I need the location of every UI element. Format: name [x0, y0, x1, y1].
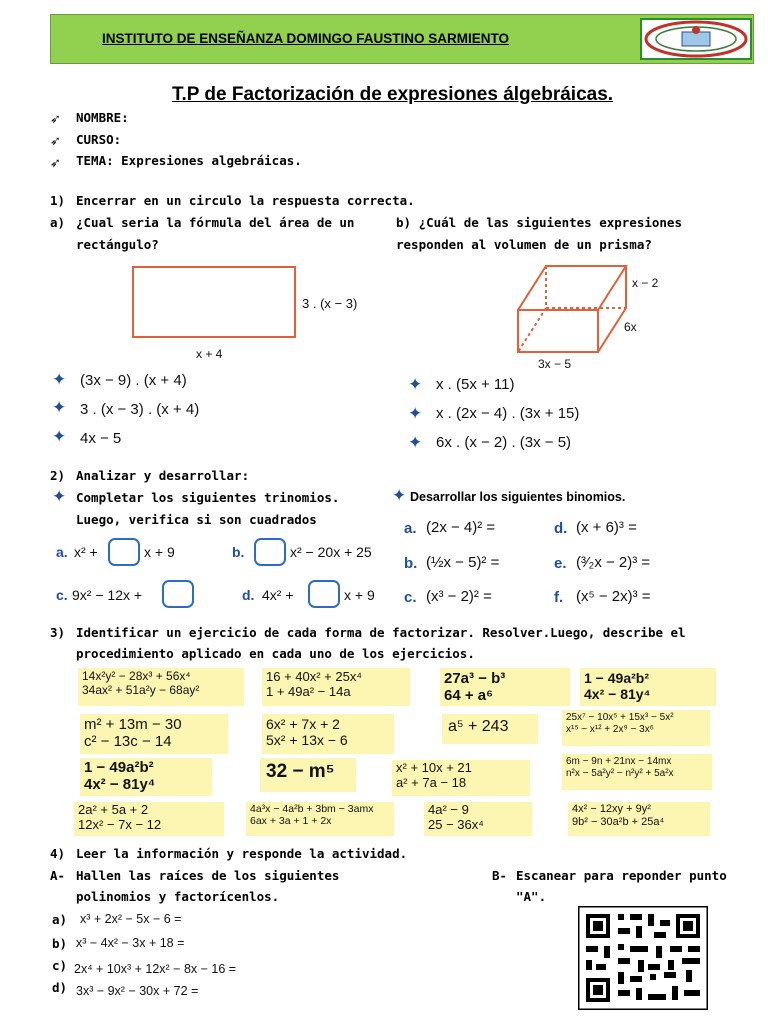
q1a-text: ¿Cual seria la fórmula del área de un — [76, 215, 355, 230]
binomial-b-expr: (½x − 5)² = — [426, 554, 500, 571]
blank-box[interactable] — [254, 538, 286, 566]
q4a-label: A- — [50, 868, 66, 883]
blank-box[interactable] — [308, 580, 340, 608]
exercise-box: 4x² − 12xy + 9y² 9b² − 30a²b + 25a⁴ — [568, 802, 710, 836]
school-logo — [640, 18, 752, 60]
q1-number: 1) — [50, 193, 66, 208]
q3-text: Identificar un ejercicio de cada forma de factorizar. Resolver.Luego, describe el — [76, 625, 686, 640]
binomial-c-label: c. — [404, 589, 417, 606]
q1a-text-2: rectángulo? — [76, 237, 159, 252]
q1a-option-3: 4x − 5 — [80, 430, 122, 447]
q4-number: 4) — [50, 846, 66, 861]
q4a-text: Hallen las raíces de los siguientes — [76, 868, 340, 883]
poly-a-label: a) — [52, 912, 68, 927]
q1b-text-2: responden al volumen de un prisma? — [396, 237, 652, 252]
binomial-d-expr: (x + 6)³ = — [576, 519, 637, 536]
binomial-d-label: d. — [554, 520, 568, 537]
exercise-box: 6x² + 7x + 2 5x² + 13x − 6 — [262, 714, 394, 754]
exercise-box: 4a³x − 4a²b + 3bm − 3amx 6ax + 3a + 1 + 2x — [246, 802, 394, 836]
exercise-box: 4a² − 9 25 − 36x⁴ — [424, 802, 532, 836]
trinomial-a-label: a. — [56, 544, 68, 560]
field-nombre: NOMBRE: — [76, 110, 129, 125]
star-icon: ✦ — [408, 433, 423, 453]
exercise-box: m² + 13m − 30 c² − 13c − 14 — [80, 714, 228, 754]
exercise-box: 25x⁷ − 10x⁵ + 15x³ − 5x² x¹⁵ − x¹² + 2x⁹ − 3x⁶ — [562, 710, 710, 746]
trinomial-b-label: b. — [232, 544, 245, 560]
q4b-text-2: "A". — [516, 889, 547, 904]
trinomial-c-pre: 9x² − 12x + — [72, 587, 143, 603]
prism-bottom-label: 3x − 5 — [538, 357, 572, 371]
star-icon: ✦ — [52, 427, 67, 447]
poly-d-label: d) — [52, 980, 68, 995]
trinomial-d-post: x + 9 — [344, 587, 375, 603]
q3-text-2: procedimiento aplicado en cada uno de los ejercicios. — [76, 646, 475, 661]
rectangle-bottom-label: x + 4 — [196, 347, 223, 361]
trinomial-a-post: x + 9 — [144, 544, 175, 560]
blank-box[interactable] — [108, 538, 140, 566]
exercise-box: 2a² + 5a + 2 12x² − 7x − 12 — [74, 802, 224, 836]
field-tema: TEMA: Expresiones algebráicas. — [76, 153, 302, 168]
rectangle-side-label: 3 . (x − 3) — [302, 296, 358, 311]
q2-title: Analizar y desarrollar: — [76, 468, 250, 483]
poly-c-label: c) — [52, 958, 68, 973]
star-icon: ✦ — [52, 370, 67, 390]
prism-top-label: x − 2 — [632, 276, 659, 290]
q1-title: Encerrar en un circulo la respuesta correcta. — [76, 193, 415, 208]
poly-b-label: b) — [52, 936, 68, 951]
feather-icon: ➶ — [50, 156, 61, 171]
star-icon: ✦ — [52, 487, 67, 507]
prism-figure — [512, 260, 632, 356]
field-curso: CURSO: — [76, 132, 122, 147]
binomial-c-expr: (x³ − 2)² = — [426, 588, 492, 605]
binomial-a-label: a. — [404, 520, 417, 537]
q4-title: Leer la información y responde la actividad. — [76, 846, 408, 861]
exercise-box: x² + 10x + 21 a² + 7a − 18 — [392, 760, 530, 796]
trinomial-c-label: c. — [56, 587, 68, 603]
poly-a-expr: x³ + 2x² − 5x − 6 = — [80, 912, 182, 926]
trinomial-b-post: x² − 20x + 25 — [290, 544, 372, 560]
binomial-b-label: b. — [404, 555, 418, 572]
binomial-f-expr: (x⁵ − 2x)³ = — [576, 588, 651, 605]
poly-c-expr: 2x⁴ + 10x³ + 12x² − 8x − 16 = — [74, 962, 237, 976]
exercise-box: a⁵ + 243 — [442, 714, 538, 744]
q4a-text-2: polinomios y factorícenlos. — [76, 889, 280, 904]
school-name: INSTITUTO DE ENSEÑANZA DOMINGO FAUSTINO SARMIENTO — [102, 31, 510, 46]
star-icon: ✦ — [408, 404, 423, 424]
star-icon: ✦ — [408, 375, 423, 395]
qr-code[interactable] — [578, 906, 708, 1010]
q2-number: 2) — [50, 468, 66, 483]
q1b-text: b) ¿Cuál de las siguientes expresiones — [396, 215, 682, 230]
exercise-box: 1 − 49a²b² 4x² − 81y⁴ — [580, 668, 716, 706]
binomial-f-label: f. — [554, 589, 564, 606]
trinomial-d-pre: 4x² + — [262, 587, 294, 603]
q2-left-text-2: Luego, verifica si son cuadrados — [76, 512, 317, 527]
q3-number: 3) — [50, 625, 66, 640]
q4b-text: Escanear para reponder punto — [516, 868, 727, 883]
feather-icon: ➶ — [50, 112, 61, 127]
exercise-box: 1 − 49a²b² 4x² − 81y⁴ — [80, 758, 212, 796]
binomial-e-label: e. — [554, 555, 567, 572]
prism-side-label: 6x — [624, 320, 637, 334]
q2-left-text: Completar los siguientes trinomios. — [76, 490, 340, 505]
binomial-a-expr: (2x − 4)² = — [426, 519, 496, 536]
trinomial-a-pre: x² + — [74, 544, 98, 560]
q2-right-text: Desarrollar los siguientes binomios. — [410, 490, 626, 504]
q1a-option-2: 3 . (x − 3) . (x + 4) — [80, 401, 200, 418]
document-title: T.P de Factorización de expresiones álgebráicas. — [172, 84, 614, 105]
q4b-label: B- — [492, 868, 508, 883]
poly-d-expr: 3x³ − 9x² − 30x + 72 = — [76, 984, 199, 998]
star-icon: ✦ — [52, 398, 67, 418]
binomial-e-expr: (³⁄₂x − 2)³ = — [576, 554, 651, 571]
feather-icon: ➶ — [50, 134, 61, 149]
exercise-box: 14x²y² − 28x³ + 56x⁴ 34ax² + 51a²y − 68ay² — [78, 668, 244, 706]
exercise-box: 32 − m⁵ — [260, 758, 356, 792]
star-icon: ✦ — [392, 486, 407, 506]
blank-box[interactable] — [162, 580, 194, 608]
q1a-label: a) — [50, 215, 66, 230]
q1b-option-3: 6x . (x − 2) . (3x − 5) — [436, 434, 572, 451]
q1a-option-1: (3x − 9) . (x + 4) — [80, 372, 187, 389]
trinomial-d-label: d. — [242, 587, 255, 603]
q1b-option-1: x . (5x + 11) — [436, 376, 515, 393]
rectangle-figure — [132, 266, 296, 338]
exercise-box: 27a³ − b³ 64 + a⁶ — [440, 668, 570, 706]
poly-b-expr: x³ − 4x² − 3x + 18 = — [76, 936, 185, 950]
exercise-box: 6m − 9n + 21nx − 14mx n²x − 5a²y² − n²y² + 5a²x — [562, 754, 712, 790]
q1b-option-2: x . (2x − 4) . (3x + 15) — [436, 405, 580, 422]
exercise-box: 16 + 40x² + 25x⁴ 1 + 49a² − 14a — [262, 668, 410, 706]
